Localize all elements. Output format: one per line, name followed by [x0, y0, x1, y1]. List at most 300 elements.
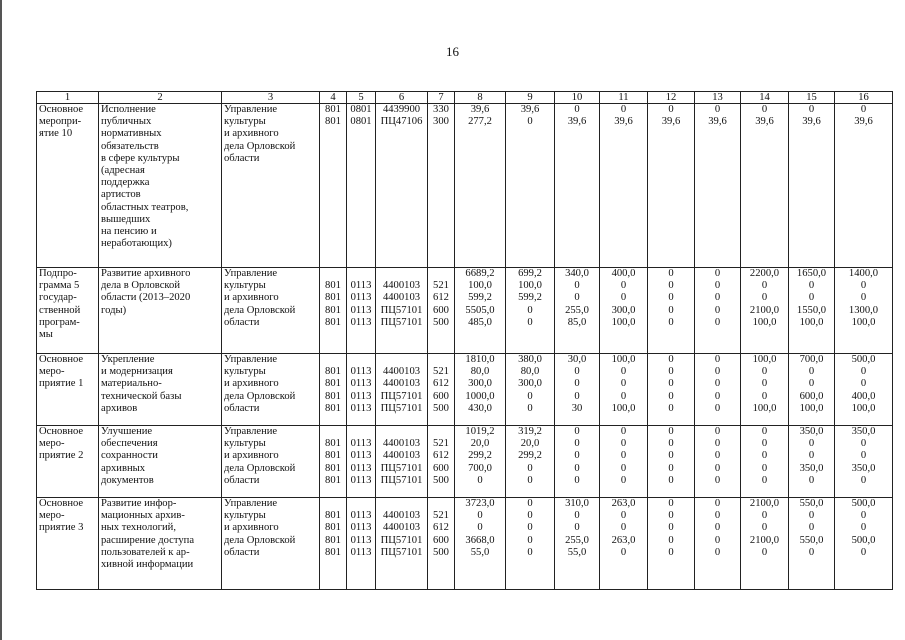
- value-2018: 100,0: [752, 354, 777, 365]
- row-name: годы): [101, 304, 127, 316]
- code-csr: ПЦ47106: [380, 116, 423, 128]
- value-2020-cell: [835, 268, 893, 354]
- code-gr: 801: [325, 546, 341, 558]
- value-2013: 0: [527, 116, 533, 128]
- row-label-cell: [37, 498, 99, 590]
- value-2018: 0: [761, 390, 768, 402]
- value-2015: 0: [620, 292, 627, 304]
- code-csr: ПЦ57101: [380, 304, 423, 316]
- code-vr: 300: [433, 116, 449, 128]
- value-2020-cell: [835, 354, 893, 426]
- value-2019: 0: [808, 292, 815, 304]
- value-2014: 0: [574, 280, 580, 292]
- value-2016: 0: [668, 104, 674, 115]
- value-2018-cell: [741, 268, 789, 354]
- value-2018: 0: [761, 378, 768, 390]
- value-2019-cell: [789, 268, 835, 354]
- value-2014: 0: [574, 474, 580, 486]
- value-2015: 100,0: [611, 316, 636, 328]
- value-2020: 1300,0: [848, 304, 879, 316]
- value-2016: 0: [668, 366, 674, 378]
- code-csr: [378, 426, 425, 438]
- code-gr: 801: [325, 450, 341, 462]
- value-2015: 0: [620, 378, 627, 390]
- value-2013: 599,2: [518, 292, 542, 304]
- value-2017: 0: [714, 474, 721, 486]
- row-executor: и архивного: [224, 378, 279, 390]
- value-total-cell: [455, 104, 506, 268]
- code-rz: 0113: [350, 316, 372, 328]
- value-2018: 0: [761, 510, 768, 522]
- value-total: 430,0: [468, 402, 492, 414]
- value-2013: 0: [527, 546, 533, 558]
- row-label: мы: [39, 329, 53, 341]
- value-2019: 0: [808, 474, 815, 486]
- row-name: областных театров,: [101, 201, 189, 213]
- code-rz: 0113: [350, 462, 372, 474]
- value-2019: 700,0: [799, 354, 824, 365]
- value-2013: 0: [527, 390, 533, 402]
- value-2020: 1400,0: [848, 268, 879, 279]
- code-rz: [349, 426, 373, 438]
- value-2016: 0: [668, 390, 674, 402]
- value-2018: 0: [761, 292, 768, 304]
- code-csr: ПЦ57101: [380, 462, 423, 474]
- row-name: хивной информации: [101, 559, 194, 571]
- value-2017: 0: [714, 438, 721, 450]
- row-label: приятие 1: [39, 378, 84, 390]
- row-label: Основное: [39, 104, 84, 115]
- value-total: 1810,0: [465, 354, 495, 365]
- code-gr: 801: [325, 462, 341, 474]
- value-2019: 350,0: [799, 462, 824, 474]
- value-total-cell: [455, 268, 506, 354]
- value-2016-cell: [648, 426, 695, 498]
- value-2015-cell: [600, 268, 648, 354]
- row-label: приятие 2: [39, 450, 84, 462]
- value-2018: 2100,0: [749, 498, 780, 509]
- value-2020-cell: [835, 426, 893, 498]
- row-name-cell: [99, 498, 222, 590]
- value-total: 0: [477, 522, 483, 534]
- row-label: грамма 5: [39, 280, 80, 292]
- value-2018: 0: [761, 426, 768, 437]
- header-row: [37, 92, 893, 104]
- value-total: 277,2: [468, 116, 492, 128]
- value-2018-cell: [741, 104, 789, 268]
- value-2020-cell: [835, 498, 893, 590]
- row-name: сохранности: [101, 450, 158, 462]
- row-name-cell: [99, 104, 222, 268]
- value-2014-cell: [555, 354, 600, 426]
- value-2014-cell: [555, 268, 600, 354]
- code-gr: 801: [325, 474, 341, 486]
- value-total: 3723,0: [465, 498, 495, 509]
- row-label: меро-: [39, 438, 65, 450]
- value-2013: 0: [527, 316, 533, 328]
- value-2017: 0: [714, 426, 721, 437]
- row-name: расширение доступа: [101, 534, 195, 546]
- value-2014: 30,0: [567, 354, 587, 365]
- value-total: 485,0: [468, 316, 492, 328]
- value-2018: 100,0: [752, 316, 777, 328]
- row-executor: Управление: [224, 354, 278, 365]
- value-2017: 0: [714, 354, 721, 365]
- value-2019: 100,0: [799, 402, 824, 414]
- value-2017: 0: [714, 104, 721, 115]
- value-2017: 0: [714, 280, 721, 292]
- row-label: ственной: [39, 304, 81, 316]
- value-2017: 0: [714, 316, 721, 328]
- code-rz: 0801: [350, 116, 372, 128]
- row-executor: Управление: [224, 426, 278, 437]
- value-2020: 0: [860, 438, 867, 450]
- value-2019-cell: [789, 104, 835, 268]
- value-2014: 0: [574, 426, 580, 437]
- value-2015-cell: [600, 354, 648, 426]
- value-2014: 0: [574, 378, 580, 390]
- value-2013: 20,0: [520, 438, 540, 450]
- code-gr: [322, 498, 344, 510]
- row-name: архивов: [101, 402, 138, 414]
- value-2018: 0: [761, 366, 768, 378]
- value-2019: 550,0: [799, 498, 824, 509]
- value-2015: 263,0: [611, 498, 636, 509]
- value-2017: 0: [714, 304, 721, 316]
- header-cell: 4: [320, 92, 347, 104]
- row-name: Улучшение: [101, 426, 153, 437]
- code-rz: [349, 354, 373, 366]
- code-rz: 0113: [350, 546, 372, 558]
- value-2019-cell: [789, 426, 835, 498]
- value-2018: 0: [761, 438, 768, 450]
- value-2013: 100,0: [518, 280, 542, 292]
- row-name: поддержка: [101, 177, 150, 189]
- row-executor: области: [224, 316, 260, 328]
- row-name: технической базы: [101, 390, 182, 402]
- value-2020: 350,0: [851, 462, 876, 474]
- row-label: приятие 3: [39, 522, 84, 534]
- code-csr: 4400103: [382, 438, 421, 450]
- value-2016: 0: [668, 450, 674, 462]
- row-name: ных технологий,: [101, 522, 176, 534]
- code-rz: 0113: [350, 522, 372, 534]
- code-vr: 612: [433, 378, 449, 390]
- code-vr: 330: [433, 104, 449, 115]
- code-gr: 801: [325, 292, 341, 304]
- header-cell: 6: [376, 92, 428, 104]
- value-total: 55,0: [470, 546, 490, 558]
- code-csr: 4400103: [382, 366, 421, 378]
- code-gr: 801: [325, 390, 341, 402]
- code-vr: 500: [433, 546, 449, 558]
- value-total: 700,0: [468, 462, 492, 474]
- value-2018: 0: [761, 462, 768, 474]
- value-2013: 0: [527, 474, 533, 486]
- header-cell: 3: [222, 92, 320, 104]
- code-gr: 801: [325, 316, 341, 328]
- code-gr-cell: [320, 498, 347, 590]
- row-name-cell: [99, 268, 222, 354]
- value-2017: 0: [714, 292, 721, 304]
- code-csr: 4400103: [382, 522, 421, 534]
- code-gr: [322, 268, 344, 280]
- value-2014: 0: [574, 522, 580, 534]
- code-vr: 612: [433, 450, 449, 462]
- row-executor: области: [224, 474, 260, 486]
- value-2014: 0: [574, 510, 580, 522]
- value-2019: 0: [808, 378, 815, 390]
- row-label: Подпро-: [39, 268, 77, 279]
- value-2018-cell: [741, 498, 789, 590]
- row-label-cell: [37, 104, 99, 268]
- value-total: 0: [477, 474, 483, 486]
- code-csr: ПЦ57101: [380, 534, 423, 546]
- table-row: [37, 426, 893, 498]
- value-2015: 0: [620, 366, 627, 378]
- row-name: обязательств: [101, 140, 159, 152]
- code-csr: ПЦ57101: [380, 390, 423, 402]
- value-2017: 0: [714, 378, 721, 390]
- code-vr: [430, 426, 452, 438]
- value-2017: 0: [714, 522, 721, 534]
- value-total: 6689,2: [465, 268, 495, 279]
- header-cell: 9: [506, 92, 555, 104]
- value-total: 100,0: [468, 280, 492, 292]
- code-vr: 500: [433, 316, 449, 328]
- row-executor: и архивного: [224, 128, 279, 140]
- code-gr: [322, 354, 344, 366]
- code-csr: 4400103: [382, 510, 421, 522]
- value-2015: 100,0: [611, 354, 636, 365]
- value-2013: 319,2: [518, 426, 542, 437]
- code-vr: 500: [433, 402, 449, 414]
- value-total-cell: [455, 498, 506, 590]
- value-2015: 0: [620, 450, 627, 462]
- value-total: 1000,0: [465, 390, 495, 402]
- row-name: Развитие архивного: [101, 268, 191, 279]
- row-name: документов: [101, 474, 154, 486]
- value-2020: 0: [860, 280, 867, 292]
- row-label-cell: [37, 354, 99, 426]
- code-vr: 612: [433, 292, 449, 304]
- code-gr: 801: [325, 510, 341, 522]
- value-2020: 100,0: [851, 316, 876, 328]
- code-vr: [430, 498, 452, 510]
- value-2014: 0: [574, 390, 580, 402]
- header-cell: 2: [99, 92, 222, 104]
- code-csr: ПЦ57101: [380, 474, 423, 486]
- code-rz: 0801: [350, 104, 372, 115]
- row-executor: культуры: [224, 510, 266, 522]
- value-2016: 0: [668, 402, 674, 414]
- code-gr: [322, 426, 344, 438]
- value-2014: 85,0: [567, 316, 587, 328]
- code-rz: 0113: [350, 474, 372, 486]
- value-2014: 0: [574, 438, 580, 450]
- value-2015: 0: [620, 438, 627, 450]
- code-gr: 801: [325, 534, 341, 546]
- value-2015: 100,0: [611, 402, 636, 414]
- code-csr: 4400103: [382, 292, 421, 304]
- value-2016: 0: [668, 426, 674, 437]
- value-2017: 0: [714, 498, 721, 509]
- code-csr-cell: [376, 268, 428, 354]
- row-executor-cell: [222, 104, 320, 268]
- value-2013: 299,2: [518, 450, 542, 462]
- code-rz: 0113: [350, 378, 372, 390]
- value-2019: 1650,0: [796, 268, 827, 279]
- value-2018-cell: [741, 354, 789, 426]
- value-2015: 0: [620, 462, 627, 474]
- value-total: 20,0: [470, 438, 490, 450]
- value-2014: 0: [574, 462, 580, 474]
- code-vr-cell: [428, 104, 455, 268]
- code-rz: 0113: [350, 280, 372, 292]
- code-csr: ПЦ57101: [380, 402, 423, 414]
- row-label: ятие 10: [39, 128, 73, 140]
- code-rz: 0113: [350, 510, 372, 522]
- page-number: 16: [446, 44, 459, 59]
- value-2019: 550,0: [799, 534, 824, 546]
- value-2017-cell: [695, 104, 741, 268]
- value-2015: 0: [620, 426, 627, 437]
- value-2017: 0: [714, 450, 721, 462]
- value-2013-cell: [506, 426, 555, 498]
- value-2016: 0: [668, 378, 674, 390]
- value-2016: 0: [668, 268, 674, 279]
- value-2018: 0: [761, 522, 768, 534]
- row-executor: дела Орловской: [224, 140, 296, 152]
- value-2014: 0: [574, 366, 580, 378]
- value-2020: 0: [860, 366, 867, 378]
- row-executor: и архивного: [224, 292, 279, 304]
- code-vr: [430, 268, 452, 280]
- value-2015: 0: [620, 510, 627, 522]
- value-2015: 39,6: [614, 116, 633, 128]
- value-2014-cell: [555, 426, 600, 498]
- code-vr-cell: [428, 498, 455, 590]
- code-gr: 801: [325, 304, 341, 316]
- row-executor: дела Орловской: [224, 304, 296, 316]
- value-2014: 255,0: [565, 534, 589, 546]
- value-2016: 0: [668, 498, 674, 509]
- row-label-cell: [37, 426, 99, 498]
- value-2019: 600,0: [799, 390, 824, 402]
- code-vr: 600: [433, 304, 449, 316]
- row-label-cell: [37, 268, 99, 354]
- row-executor-cell: [222, 268, 320, 354]
- value-total: 80,0: [470, 366, 490, 378]
- table-row: [37, 354, 893, 426]
- code-gr-cell: [320, 354, 347, 426]
- value-2019: 350,0: [799, 426, 824, 437]
- value-2017: 0: [714, 402, 721, 414]
- code-vr: 600: [433, 534, 449, 546]
- code-gr-cell: [320, 104, 347, 268]
- row-name: пользователей к ар-: [101, 546, 190, 558]
- value-2016: 0: [668, 304, 674, 316]
- value-2013: 380,0: [518, 354, 542, 365]
- value-2019: 100,0: [799, 316, 824, 328]
- code-csr-cell: [376, 104, 428, 268]
- value-total: 0: [477, 510, 483, 522]
- value-2013-cell: [506, 104, 555, 268]
- code-gr-cell: [320, 268, 347, 354]
- code-vr-cell: [428, 268, 455, 354]
- code-csr: ПЦ57101: [380, 546, 423, 558]
- header-cell: 12: [648, 92, 695, 104]
- value-2020: 0: [860, 522, 867, 534]
- row-name: обеспечения: [101, 438, 158, 450]
- value-2018-cell: [741, 426, 789, 498]
- code-rz-cell: [347, 426, 376, 498]
- row-name: в сфере культуры: [101, 152, 180, 164]
- code-csr-cell: [376, 498, 428, 590]
- row-executor: и архивного: [224, 522, 279, 534]
- value-2020: 0: [860, 546, 867, 558]
- code-csr-cell: [376, 354, 428, 426]
- value-2019-cell: [789, 498, 835, 590]
- value-2018: 0: [761, 450, 768, 462]
- row-name: вышедших: [101, 213, 151, 225]
- value-2016: 0: [668, 438, 674, 450]
- value-2019: 0: [808, 510, 815, 522]
- table-row: [37, 498, 893, 590]
- row-executor: Управление: [224, 498, 278, 509]
- value-2018: 2200,0: [749, 268, 780, 279]
- row-name: неработающих): [101, 238, 172, 250]
- header-cell: 8: [455, 92, 506, 104]
- value-total: 599,2: [468, 292, 492, 304]
- value-2014: 39,6: [567, 116, 587, 128]
- value-2016: 0: [668, 522, 674, 534]
- value-2015: 0: [620, 522, 627, 534]
- value-2013: 0: [527, 304, 533, 316]
- value-2018: 2100,0: [749, 304, 780, 316]
- row-name-cell: [99, 426, 222, 498]
- value-2015: 0: [620, 474, 627, 486]
- value-total: 3668,0: [465, 534, 495, 546]
- value-total: 300,0: [468, 378, 492, 390]
- value-2013: 0: [527, 462, 533, 474]
- value-2020: 500,0: [851, 498, 876, 509]
- value-2014: 310,0: [565, 498, 589, 509]
- value-2020: 400,0: [851, 390, 876, 402]
- table-row: [37, 268, 893, 354]
- header-cell: 1: [37, 92, 99, 104]
- row-name: дела в Орловской: [101, 280, 180, 292]
- code-rz: 0113: [350, 534, 372, 546]
- value-2014-cell: [555, 104, 600, 268]
- code-gr: 801: [325, 366, 341, 378]
- header-cell: 14: [741, 92, 789, 104]
- code-csr: 4400103: [382, 280, 421, 292]
- value-2015-cell: [600, 104, 648, 268]
- value-2020: 0: [860, 510, 867, 522]
- row-name: нормативных: [101, 128, 162, 140]
- code-vr: 612: [433, 522, 449, 534]
- row-name: на пенсию и: [101, 226, 157, 238]
- row-executor: дела Орловской: [224, 390, 296, 402]
- code-csr: [378, 268, 425, 280]
- value-2017: 0: [714, 390, 721, 402]
- row-executor: культуры: [224, 280, 266, 292]
- value-2019-cell: [789, 354, 835, 426]
- code-vr: 600: [433, 390, 449, 402]
- row-label: меро-: [39, 510, 65, 522]
- value-2017: 0: [714, 546, 721, 558]
